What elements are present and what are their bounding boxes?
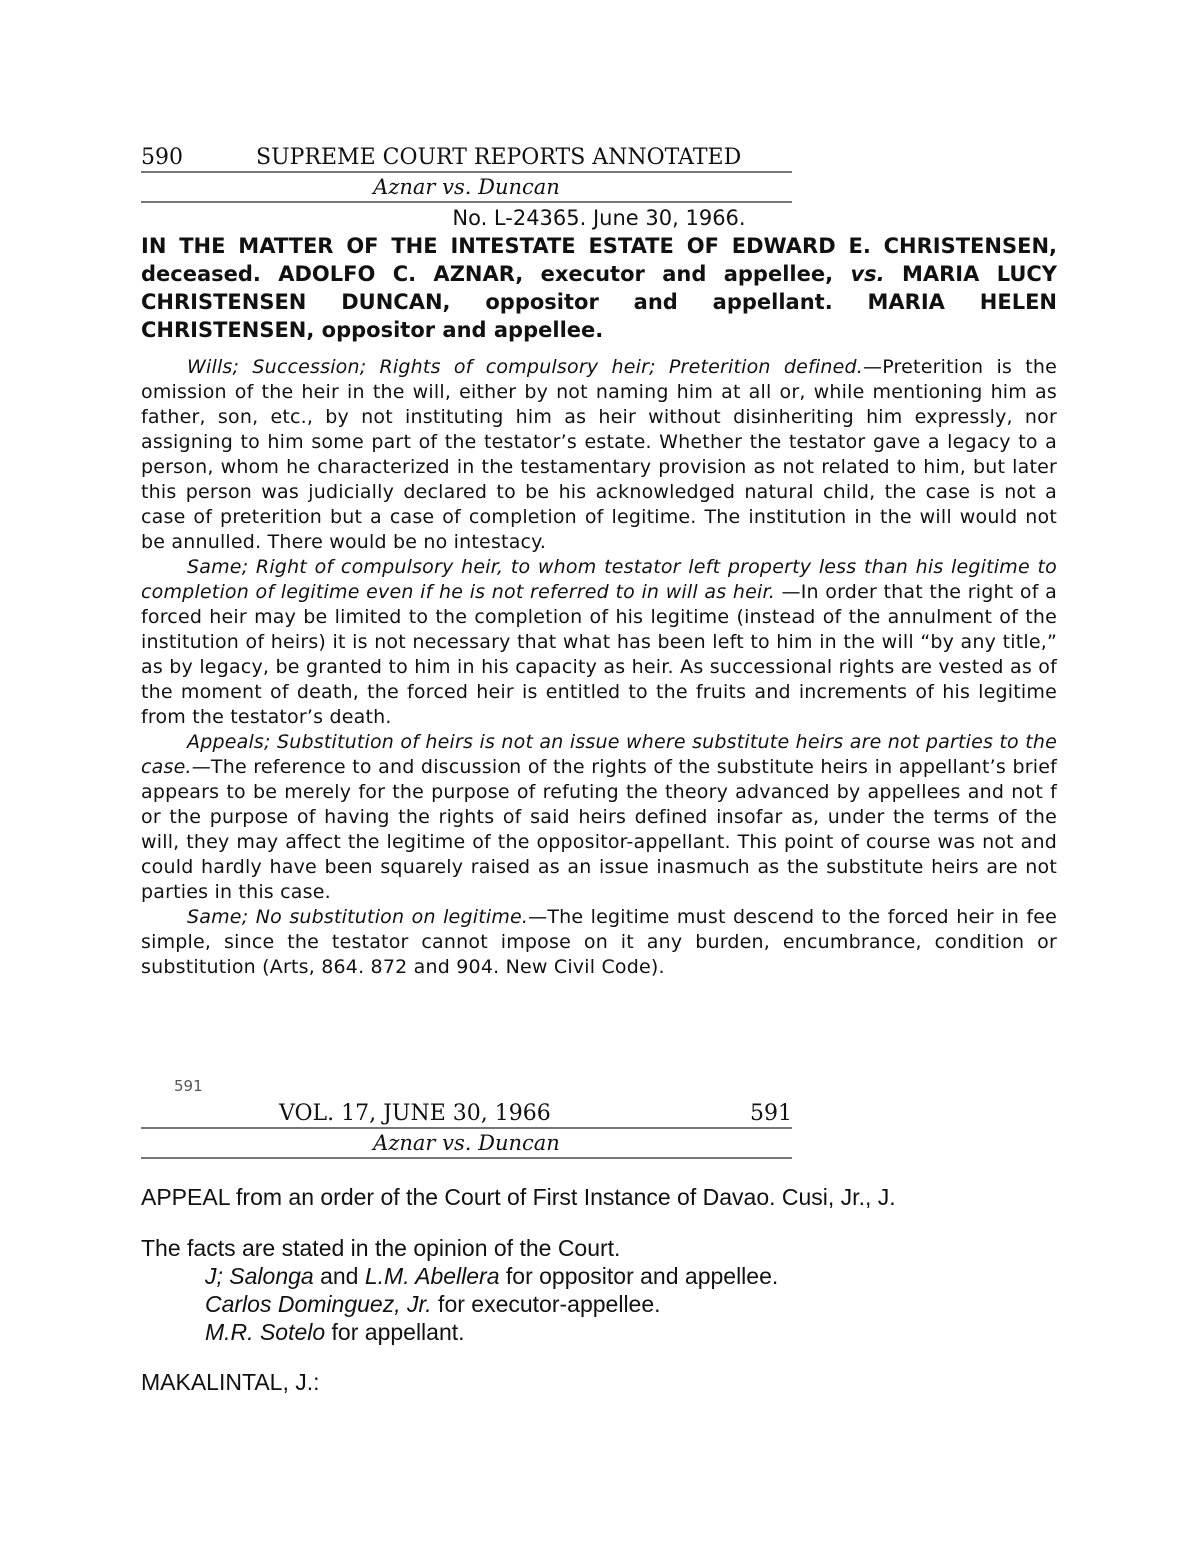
counsel-block — [141, 1234, 1057, 1346]
justice-line: MAKALINTAL, J.: — [141, 1369, 320, 1395]
counsel-name: M.R. Sotelo — [205, 1319, 326, 1345]
parties-part2: MARIA LUCY CHRISTENSEN DUNCAN, oppositor and appellant. MARIA HELEN CHRISTENSEN, oppositor and appellee. — [141, 262, 1058, 342]
syllabus-text: —The legitime must descend to the forced heir in fee simple, since the testator cannot impose on it any burden, encumbrance, condition or substitution (Arts, 864. 872 and 904. New Civil Code). — [141, 906, 1057, 978]
appeal-line: APPEAL from an order of the Court of First Instance of Davao. Cusi, Jr., J. — [141, 1184, 896, 1210]
counsel-joiner: and — [313, 1263, 365, 1289]
page-marker: 591 — [174, 1077, 203, 1095]
header-rule — [141, 201, 792, 203]
header-case-short: Aznar vs. Duncan — [373, 1131, 560, 1155]
facts-line: The facts are stated in the opinion of the Court. — [141, 1235, 621, 1261]
counsel-role: for executor-appellee. — [431, 1291, 661, 1317]
parties-part1: IN THE MATTER OF THE INTESTATE ESTATE OF EDWARD E. CHRISTENSEN, deceased. ADOLFO C. AZNAR, executor and appellee, — [141, 234, 1057, 286]
syllabus-text: —In order that the right of a forced heir may be limited to the completion of his legitime (instead of the annulment of the institution of heirs) it is not necessary that what has been left to him in the will “by any title,” as by legacy, be granted to him in his capacity as heir. As successional rights are vested as of the moment of death, the forced heir is entitled to the fruits and increments of his legitime from the testator’s death. — [141, 581, 1057, 728]
syllabus-paragraph — [141, 730, 1057, 905]
counsel-line — [141, 1290, 1057, 1318]
syllabus-text: —Preterition is the omission of the heir in the will, either by not naming him at all or, while mentioning him as father, son, etc., by not instituting him as heir without disinheriting him expressly, nor assigning to him some part of the testator’s estate. Whether the testator gave a legacy to a person, whom he characterized in the testamentary provision as not related to him, but later this person was judicially declared to be his acknowledged natural child, the case is not a case of preterition but a case of completion of legitime. The institution in the will would not be annulled. There would be no intestacy. — [141, 356, 1058, 553]
parties-vs: vs. — [850, 262, 885, 286]
counsel-name: Carlos Dominguez, Jr. — [205, 1291, 432, 1317]
syllabus-paragraph — [141, 555, 1057, 730]
syllabus-tag: Wills; Succession; Rights of compulsory heir; Preterition defined. — [187, 356, 864, 378]
header-rule — [141, 1157, 792, 1159]
syllabus-paragraph — [141, 355, 1057, 555]
running-header-second — [141, 1101, 792, 1159]
header-case-short: Aznar vs. Duncan — [373, 175, 560, 199]
syllabus-paragraph — [141, 905, 1057, 980]
running-header-top — [141, 145, 792, 203]
header-page-number: 590 — [141, 145, 183, 170]
syllabus-tag: Same; No substitution on legitime. — [187, 906, 529, 928]
case-parties — [141, 232, 1057, 344]
counsel-name: J; Salonga — [205, 1263, 314, 1289]
syllabus-tag: Same; Right of compulsory heir, to whom testator left property less than his legitime to completion of legitime even if he is not referred to in will as heir. — [141, 556, 1057, 603]
case-number-date: No. L-24365. June 30, 1966. — [452, 206, 746, 230]
counsel-role: for appellant. — [325, 1319, 465, 1345]
counsel-role: for oppositor and appellee. — [499, 1263, 779, 1289]
header-publication: SUPREME COURT REPORTS ANNOTATED — [256, 145, 742, 170]
syllabus-text: —The reference to and discussion of the rights of the substitute heirs in appellant’s brief appears to be merely for the purpose of refuting the theory advanced by appellees and not f or the purpose of having the rights of said heirs defined insofar as, under the terms of the will, they may affect the legitime of the oppositor-appellant. This point of course was not and could hardly have been squarely raised as an issue inasmuch as the substitute heirs are not parties in this case. — [141, 756, 1057, 903]
header-publication: VOL. 17, JUNE 30, 1966 — [279, 1101, 551, 1126]
syllabus — [141, 355, 1057, 980]
case-heading — [141, 204, 1057, 344]
header-page-number: 591 — [750, 1101, 792, 1126]
counsel-line — [141, 1262, 1057, 1290]
counsel-line — [141, 1318, 1057, 1346]
counsel-name: L.M. Abellera — [364, 1263, 500, 1289]
syllabus-tag: Appeals; Substitution of heirs is not an issue where substitute heirs are not parties to the case. — [141, 731, 1057, 778]
